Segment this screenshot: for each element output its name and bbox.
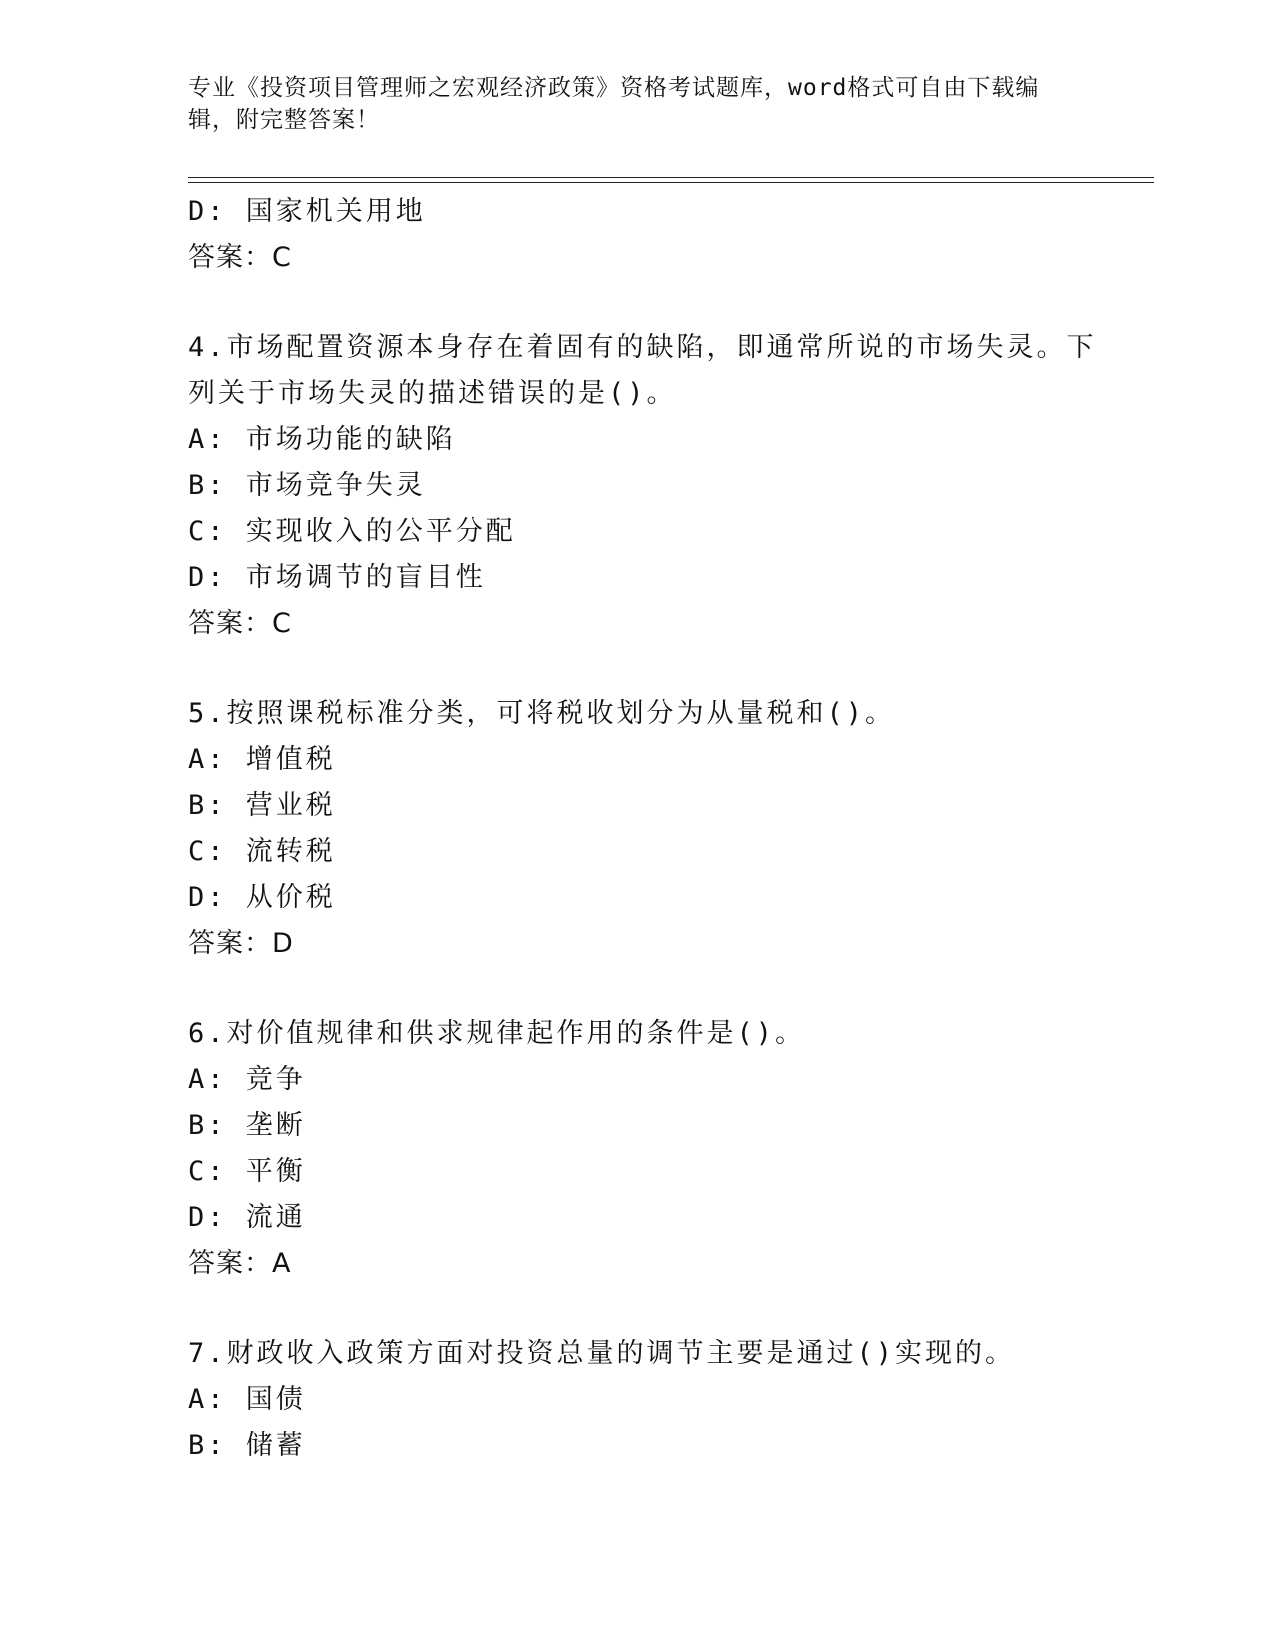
question-stem: 5.按照课税标准分类，可将税收划分为从量税和()。 [188, 698, 896, 729]
option-d: D: 流通 [188, 1202, 306, 1233]
option-b: B: 市场竞争失灵 [188, 470, 426, 501]
header-rule-top [188, 177, 1154, 178]
header-rule-bottom [188, 182, 1154, 183]
option-d: D: 从价税 [188, 882, 336, 913]
option-d: D: 市场调节的盲目性 [188, 562, 486, 593]
question-stem-line: 4.市场配置资源本身存在着固有的缺陷，即通常所说的市场失灵。下 [188, 332, 1097, 363]
option-c: C: 实现收入的公平分配 [188, 516, 516, 547]
option-d: D: 国家机关用地 [188, 196, 426, 227]
question-stem: 6.对价值规律和供求规律起作用的条件是()。 [188, 1018, 806, 1049]
answer-line: 答案：C [188, 242, 292, 273]
option-b: B: 营业税 [188, 790, 336, 821]
question-stem-line: 列关于市场失灵的描述错误的是()。 [188, 378, 677, 409]
option-b: B: 垄断 [188, 1110, 306, 1141]
option-c: C: 平衡 [188, 1156, 306, 1187]
document-header: 专业《投资项目管理师之宏观经济政策》资格考试题库，word格式可自由下载编辑，附完整答案！ [188, 75, 1040, 133]
option-a: A: 竞争 [188, 1064, 306, 1095]
answer-line: 答案：A [188, 1248, 292, 1279]
answer-line: 答案：D [188, 928, 294, 959]
question-stem: 7.财政收入政策方面对投资总量的调节主要是通过()实现的。 [188, 1338, 1016, 1369]
option-a: A: 增值税 [188, 744, 336, 775]
spacer [188, 1287, 1088, 1331]
spacer [188, 281, 1088, 325]
option-a: A: 市场功能的缺陷 [188, 424, 456, 455]
option-c: C: 流转税 [188, 836, 336, 867]
answer-line: 答案：C [188, 608, 292, 639]
option-a: A: 国债 [188, 1384, 306, 1415]
spacer [188, 967, 1088, 1011]
option-b: B: 储蓄 [188, 1430, 306, 1461]
spacer [188, 647, 1088, 691]
question-stem [188, 325, 1097, 417]
question-list [188, 189, 1097, 1469]
